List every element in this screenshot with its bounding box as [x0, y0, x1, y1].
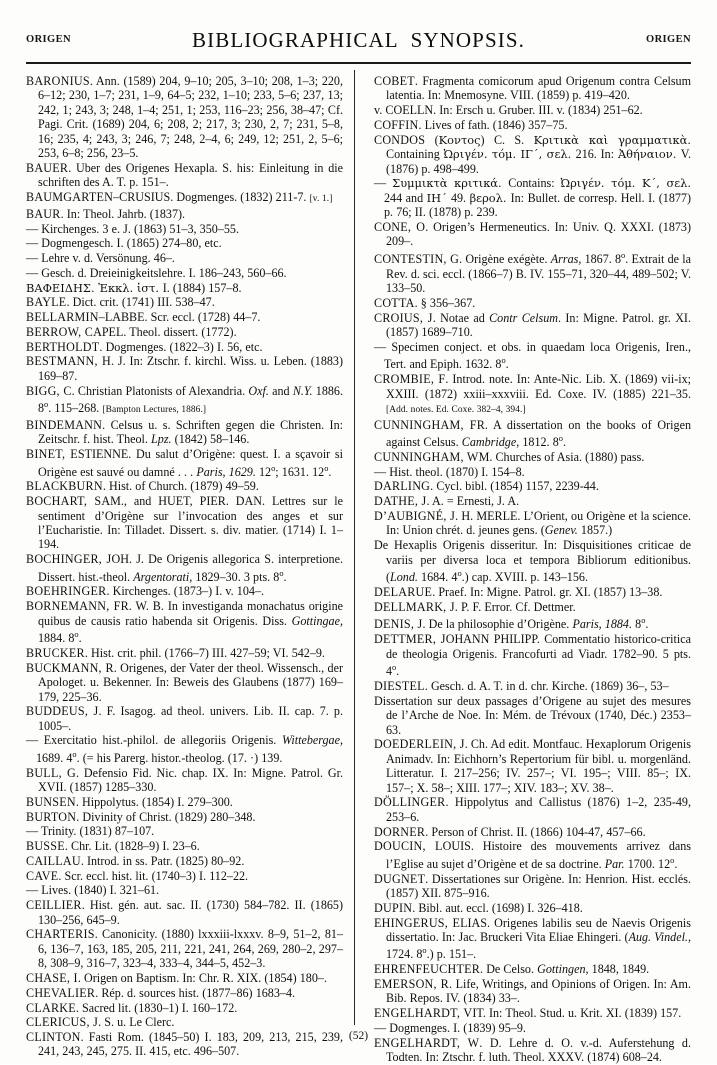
two-column-body: [26, 74, 692, 1065]
bibliography-entry: — Lehre v. d. Versönung. 46–.: [26, 251, 175, 266]
bibliography-entry: EMERSON, R. Life, Writings, and Opinions of Origen. In: Am. Bib. Repos. IV. (1834) 33–.: [374, 976, 691, 1006]
bibliography-entry: BUCKMANN, R. Origenes, der Vater der theol. Wissensch., der Apologet. u. Bekenner. In: Beweis des Glaubens (1877) 169–179, 225–36.: [26, 660, 343, 704]
left-column: [26, 74, 343, 1059]
bibliography-entry: CONDOS (Κοντος) C. S. Κριτικὰ καὶ γραμματικὰ. Containing Ὠριγέν. τόμ. ΙΓ΄, σελ. 216. In: Ἀθήναιον. V. (1876) p. 498–499.: [374, 132, 691, 176]
bibliography-entry: BAUMGARTEN–CRUSIUS. Dogmenges. (1832) 211-7. [v. 1.]: [26, 190, 333, 205]
bibliography-entry: BOCHART, SAM., and HUET, PIER. DAN. Lettres sur le sentiment d’Origène sur l’invocation des anges et sur l’Eucharistie. In: Tilladet. Dissert. s. div. matier. (1714) I. 1–194.: [26, 494, 343, 552]
running-head-left-folio: ORIGEN: [26, 34, 71, 45]
bibliography-entry: BRUCKER. Hist. crit. phil. (1766–7) III. 427–59; VI. 542–9.: [26, 645, 325, 660]
bibliography-entry: — Exercitatio hist.-philol. de allegoriis Origenis. Wittebergae, 1689. 4$^o$. (= his Parerg. histor.-theolog. (17. ·) 139.: [26, 733, 343, 765]
bibliography-entry: DELLMARK, J. P. F. Error. Cf. Dettmer.: [374, 599, 576, 614]
bibliography-entry: CONE, O. Origen’s Hermeneutics. In: Univ. Q. XXXI. (1873) 209–.: [374, 220, 691, 249]
bibliography-entry: DARLING. Cycl. bibl. (1854) 1157, 2239-44.: [374, 479, 599, 494]
bibliography-entry: BUDDEUS, J. F. Isagog. ad theol. univers. Lib. II. cap. 7. p. 1005–.: [26, 704, 343, 733]
bibliography-entry: CROIUS, J. Notae ad Contr Celsum. In: Migne. Patrol. gr. XI. (1857) 1689–710.: [374, 310, 691, 340]
bibliography-entry: CLARKE. Sacred lit. (1830–1) I. 160–172.: [26, 1000, 238, 1015]
bibliography-entry: ENGELHARDT, W. D. Lehre d. O. v.-d. Auferstehung d. Todten. In: Ztschr. f. luth. Theol. XXXV. (1874) 608–24.: [374, 1035, 691, 1065]
bibliography-entry: — Lives. (1840) I. 321–61.: [26, 883, 160, 898]
bibliography-entry: BINET, ESTIENNE. Du salut d’Origène: quest. I. a sçavoir si Origène est sauvé ou damné . . . Paris, 1629. 12$^o$; 1631. 12$^o$.: [26, 447, 343, 479]
bibliography-entry: CHARTERIS. Canonicity. (1880) lxxxiii-lxxxv. 8–9, 51–2, 81–6, 136–7, 163, 185, 205, 211, 221, 241, 264, 269, 280–2, 297–8, 308–9, 316–7, 323–4, 333–4, 344–5, 452–3.: [26, 927, 343, 971]
bibliography-entry: — Hist. theol. (1870) I. 154–8.: [374, 464, 525, 479]
bibliography-entry: CHASE, I. Origen on Baptism. In: Chr. R. XIX. (1854) 180–.: [26, 971, 327, 986]
bibliography-entry: DORNER. Person of Christ. II. (1866) 104-47, 457–66.: [374, 824, 646, 839]
bibliography-entry: DUGNET. Dissertationes sur Origène. In: Henrion. Hist. ecclés. (1857) XII. 875–916.: [374, 871, 691, 900]
bibliography-entry: CUNNINGHAM, FR. A dissertation on the books of Origen against Celsus. Cambridge, 1812. 8$^o$.: [374, 417, 691, 450]
bibliography-entry: BUSSE. Chr. Lit. (1828–9) I. 23–6.: [26, 839, 200, 854]
bibliography-entry: BERTHOLDT. Dogmenges. (1822–3) I. 56, etc.: [26, 339, 263, 354]
bibliography-entry: BLACKBURN. Hist. of Church. (1879) 49–59.: [26, 479, 259, 494]
bibliography-entry: BARONIUS. Ann. (1589) 204, 9–10; 205, 3–10; 208, 1–3; 220, 6–12; 230, 1–7; 231, 1–9, 64–5; 232, 1–10; 233, 5–6; 237, 13; 242, 1; 243, 3; 248, 1–4; 251, 1; 253, 116–23; 256, 38–47; Cf. Pagi. Crit. (1689) 204, 6; 208, 2; 217, 3; 230, 2, 7; 231, 5–8, 16; 235, 4; 243, 3; 246, 7; 248, 2–4, 6; 249, 12; 251, 2, 5–6; 253, 6–8; 256, 23–5.: [26, 74, 343, 161]
header-divider-rule: [26, 62, 691, 64]
bibliography-entry: BULL, G. Defensio Fid. Nic. chap. IX. In: Migne. Patrol. Gr. XVII. (1857) 1285–330.: [26, 765, 343, 795]
running-head-right-folio: ORIGEN: [646, 34, 691, 45]
bibliography-entry: DATHE, J. A. = Ernesti, J. A.: [374, 494, 520, 509]
bibliography-entry: BIGG, C. Christian Platonists of Alexandria. Oxf. and N.Y. 1886. 8$^o$. 115–268. [Bampton Lectures, 1886.]: [26, 383, 343, 416]
bibliography-entry: BAYLE. Dict. crit. (1741) III. 538–47.: [26, 295, 215, 310]
bibliography-entry: BESTMANN, H. J. In: Ztschr. f. kirchl. Wiss. u. Leben. (1883) 169–87.: [26, 354, 343, 383]
bibliography-entry: — Dogmenges. I. (1839) 95–9.: [374, 1020, 526, 1035]
bibliography-entry: Dissertation sur deux passages d’Origene au sujet des mesures de l’Arche de Noe. In: Mém. de Trévoux (1740, Déc.) 2353–63.: [374, 693, 691, 737]
bibliography-entry: CAVE. Scr. eccl. hist. lit. (1740–3) I. 112–22.: [26, 868, 249, 883]
bibliography-entry: BAUR. In: Theol. Jahrb. (1837).: [26, 206, 186, 221]
bibliography-entry: ENGELHARDT, VIT. In: Theol. Stud. u. Krit. XI. (1839) 157.: [374, 1006, 682, 1021]
bibliography-entry: CEILLIER. Hist. gén. aut. sac. II. (1730) 584–782. II. (1865) 130–256, 645–9.: [26, 898, 343, 927]
bibliography-entry: COFFIN. Lives of fath. (1846) 357–75.: [374, 117, 568, 132]
bibliography-entry: CONTESTIN, G. Origène exégète. Arras, 1867. 8$^o$. Extrait de la Rev. d. sci. eccl. (1866–7) B. IV. 155–71, 320–44, 489–502; V. 133–50.: [374, 251, 691, 296]
bibliography-entry: DOUCIN, LOUIS. Histoire des mouvements arrivez dans l’Eglise au sujet d’Origène et de sa doctrine. Par. 1700. 12$^o$.: [374, 839, 691, 871]
bibliography-entry: BELLARMIN–LABBE. Scr. eccl. (1728) 44–7.: [26, 310, 261, 325]
bibliography-entry: D’AUBIGNÉ, J. H. MERLE. L’Orient, ou Origène et la science. In: Union chrét. d. jeunes gens. (Genev. 1857.): [374, 508, 692, 538]
bibliography-entry: CLERICUS, J. S. u. Le Clerc.: [26, 1015, 175, 1030]
bibliography-entry: DETTMER, JOHANN PHILIPP. Commentatio historico-critica de theologia Origenis. Francofurti ad Viadr. 1782–90. 5 pts. 4$^o$.: [374, 632, 691, 679]
bibliography-entry: EHINGERUS, ELIAS. Origenes labilis seu de Naevis Origenis dissertatio. In: Jac. Bruckeri Vita Eliae Ehingeri. (Aug. Vindel., 1724. 8$^o$.) p. 151–.: [374, 915, 691, 962]
bibliography-entry: — Dogmengesch. I. (1865) 274–80, etc.: [26, 236, 222, 251]
bibliography-entry: ΒΑΦΕΙΔΗΣ. Ἐκκλ. ἰστ. I. (1884) 157–8.: [26, 280, 242, 295]
bibliography-entry: BURTON. Divinity of Christ. (1829) 280–348.: [26, 809, 256, 824]
bibliography-entry: DÖLLINGER. Hippolytus and Callistus (1876) 1–2, 235-49, 253–6.: [374, 795, 691, 824]
bibliography-entry: BUNSEN. Hippolytus. (1854) I. 279–300.: [26, 794, 233, 809]
bibliography-entry: v. COELLN. In: Ersch u. Gruber. III. v. (1834) 251–62.: [374, 103, 643, 118]
bibliography-entry: — Specimen conject. et obs. in quaedam loca Origenis, Iren., Tert. and Epiph. 1632. 8$^o$.: [374, 339, 691, 372]
bibliography-entry: BERROW, CAPEL. Theol. dissert. (1772).: [26, 324, 237, 339]
bibliography-entry: — Trinity. (1831) 87–107.: [26, 824, 155, 839]
bibliography-entry: BOCHINGER, JOH. J. De Origenis allegorica S. interpretione. Dissert. hist.-theol. Argentorati, 1829–30. 3 pts. 8$^o$.: [26, 552, 343, 584]
bibliography-entry: — Συμμικτὰ κριτικά. Contains: Ὠριγέν. τόμ. Κ΄, σελ. 244 and ΙΗ΄ 49. βερολ. In: Bullet. de corresp. Hell. I. (1877) p. 76; II. (1878) p. 239.: [374, 176, 691, 220]
running-head: [26, 28, 691, 54]
bibliography-entry: BINDEMANN. Celsus u. s. Schriften gegen die Christen. In: Zeitschr. f. hist. Theol. Lpz. (1842) 58–146.: [26, 417, 343, 447]
bibliography-entry: DELARUE. Praef. In: Migne. Patrol. gr. XI. (1857) 13–38.: [374, 584, 663, 599]
page-title: BIBLIOGRAPHICAL SYNOPSIS.: [192, 28, 525, 52]
bibliography-entry: DIESTEL. Gesch. d. A. T. in d. chr. Kirche. (1869) 36–, 53–: [374, 678, 669, 693]
bibliography-entry: CLINTON. Fasti Rom. (1845–50) I. 183, 209, 213, 215, 239, 241, 243, 245, 275. II. 415, etc. 496–507.: [26, 1030, 343, 1059]
bibliography-entry: — Gesch. d. Dreieinigkeitslehre. I. 186–243, 560–66.: [26, 265, 287, 280]
bibliography-entry: EHRENFEUCHTER. De Celso. Gottingen, 1848, 1849.: [374, 962, 650, 977]
bibliography-entry: DOEDERLEIN, J. Ch. Ad edit. Montfauc. Hexaplorum Origenis Animadv. In: Eichhorn’s Repertorium für bibl. u. morgenländ. Litteratur. I. 217–256; IV. 257–; VI. 195–; VIII. 85–; IX. 157–; X. 58–; XIII. 177–; XIV. 183–; XV. 38–.: [374, 737, 691, 795]
bibliography-entry: CHEVALIER. Rép. d. sources hist. (1877–86) 1683–4.: [26, 985, 296, 1000]
page-number: (52): [348, 1030, 369, 1042]
bibliography-entry: BOEHRINGER. Kirchenges. (1873–) I. v. 104–.: [26, 584, 265, 599]
bibliography-entry: BORNEMANN, FR. W. B. In investiganda monachatus origine quibus de causis ratio habenda sit Origenis. Diss. Gottingae, 1884. 8$^o$.: [26, 599, 343, 646]
right-column: [374, 74, 691, 1065]
bibliography-entry: CUNNINGHAM, WM. Churches of Asia. (1880) pass.: [374, 449, 645, 464]
bibliography-entry: CAILLAU. Introd. in ss. Patr. (1825) 80–92.: [26, 853, 245, 868]
bibliography-entry: CROMBIE, F. Introd. note. In: Ante-Nic. Lib. X. (1869) vii-ix; XXIII. (1872) xxiii–xxxviii. Ed. Coxe. IV. (1885) 221–35. [Add. notes. Ed. Coxe. 382–4, 394.]: [374, 372, 691, 415]
bibliography-entry: DUPIN. Bibl. aut. eccl. (1698) I. 326–418.: [374, 900, 583, 915]
bibliography-entry: BAUER. Uber des Origenes Hexapla. S. his: Einleitung in die schriften des A. T. p. 151–.: [26, 161, 343, 190]
bibliography-entry: COTTA. § 356–367.: [374, 295, 476, 310]
bibliography-entry: COBET. Fragmenta comicorum apud Origenum contra Celsum latentia. In: Mnemosyne. VIII. (1859) p. 419–420.: [374, 74, 691, 103]
bibliography-entry: — Kirchenges. 3 e. J. (1863) 51–3, 350–55.: [26, 221, 239, 236]
bibliography-entry: De Hexaplis Origenis disseritur. In: Disquisitiones criticae de variis per diversa loca et tempora Bibliorum editionibus. (Lond. 1684. 4$^o$.) cap. XVIII. p. 143–156.: [374, 538, 691, 585]
bibliography-entry: DENIS, J. De la philosophie d’Origène. Paris, 1884. 8$^o$.: [374, 616, 649, 632]
